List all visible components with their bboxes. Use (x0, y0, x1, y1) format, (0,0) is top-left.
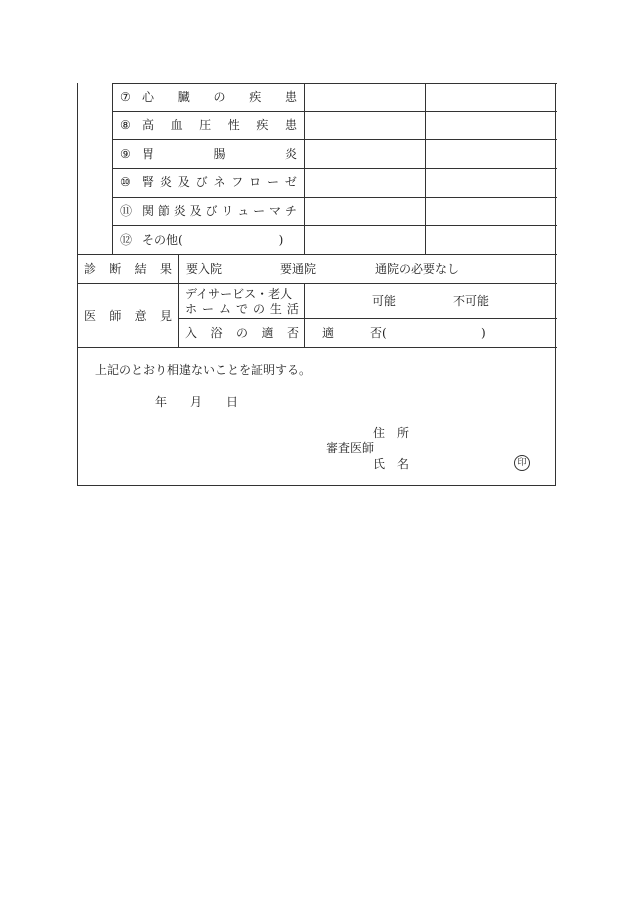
disease-number: ⑨ (120, 147, 131, 161)
disease-name: 高 血 圧 性 疾 患 (142, 118, 297, 132)
diagnosis-option-none: 通院の必要なし (375, 262, 460, 276)
disease-name: 心 臓 の 疾 患 (142, 90, 297, 104)
examiner-label: 審査医師 (326, 441, 375, 455)
opinion-label: 医 師 意 見 (84, 309, 172, 323)
disease-number: ⑩ (120, 175, 131, 189)
service-not-possible: 不可能 (453, 294, 490, 308)
disease-number: ⑪ (120, 204, 133, 218)
row-line (112, 111, 557, 112)
disease-number: ⑫ (120, 233, 133, 247)
disease-name: その他( ) (142, 233, 284, 247)
address-label: 住 所 (373, 426, 410, 440)
disease-name: 腎 炎 及 び ネ フ ロ ー ゼ (142, 175, 297, 189)
row-line (112, 168, 557, 169)
disease-number: ⑧ (120, 118, 131, 132)
bath-value-suitable: 適 (322, 326, 335, 340)
col-line (304, 283, 305, 347)
date-month: 月 (190, 395, 203, 409)
col-line (178, 254, 179, 347)
row-line (112, 197, 557, 198)
disease-name: 胃 腸 炎 (142, 147, 297, 161)
service-label-line2: ホ ー ム で の 生 活 (185, 302, 299, 316)
row-line (112, 83, 557, 84)
name-label: 氏 名 (373, 457, 410, 471)
diagnosis-option-outpatient: 要通院 (280, 262, 317, 276)
row-line (78, 347, 557, 348)
row-line (178, 318, 557, 319)
bath-value-close: ) (481, 326, 486, 340)
row-line (112, 139, 557, 140)
col-line (304, 83, 305, 254)
col-line (112, 83, 113, 254)
disease-name: 関 節 炎 及 び リ ュ ー マ チ (142, 204, 297, 218)
medical-certificate-form (77, 83, 556, 486)
certification-statement: 上記のとおり相違ないことを証明する。 (95, 363, 312, 377)
seal-icon: 印 (514, 455, 530, 471)
row-line (78, 254, 557, 255)
bath-label: 入 浴 の 適 否 (185, 326, 299, 340)
bath-value-unsuitable: 否( (370, 326, 387, 340)
row-line (78, 283, 557, 284)
disease-number: ⑦ (120, 90, 131, 104)
row-line (112, 225, 557, 226)
diagnosis-option-inpatient: 要入院 (186, 262, 223, 276)
date-year: 年 (155, 395, 168, 409)
col-line (425, 83, 426, 254)
service-possible: 可能 (372, 294, 397, 308)
diagnosis-label: 診 断 結 果 (84, 262, 172, 276)
service-label-line1: デイサービス・老人 (185, 287, 293, 301)
date-day: 日 (226, 395, 239, 409)
